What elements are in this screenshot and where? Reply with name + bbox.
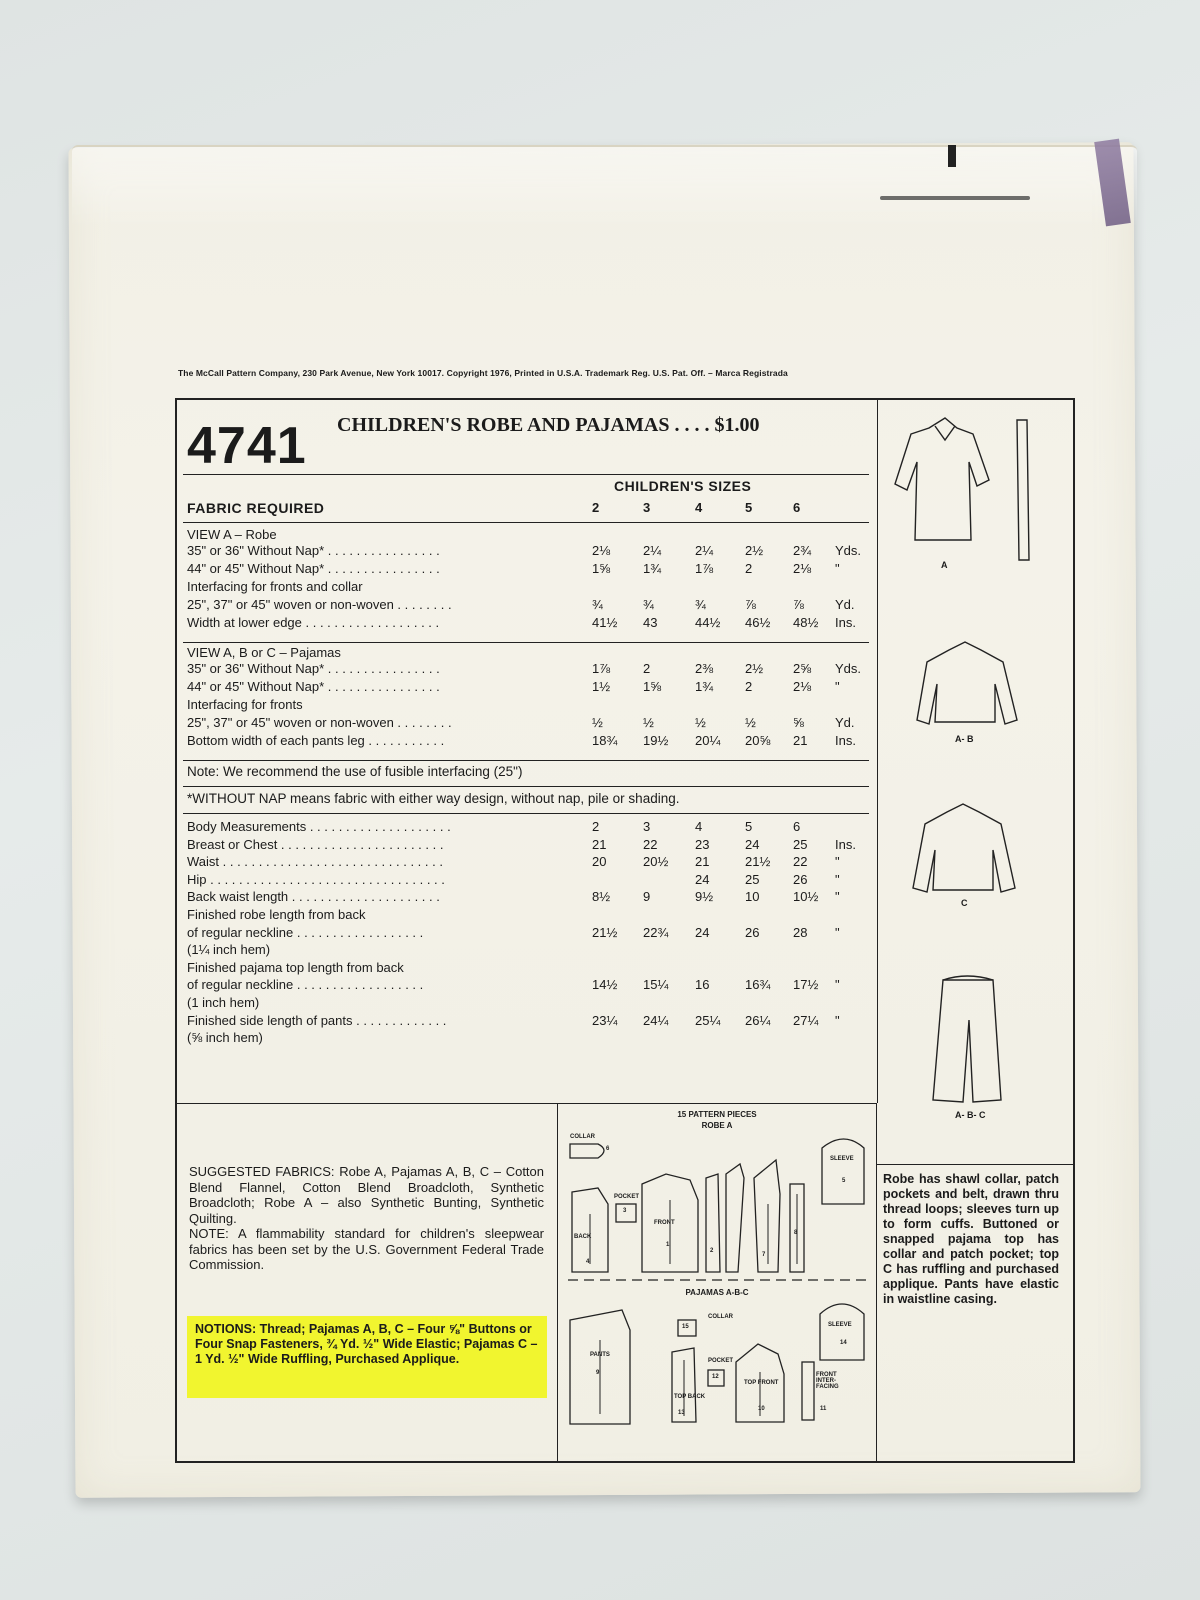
piece-number: 13	[678, 1410, 685, 1416]
sleeve-label: SLEEVE	[830, 1156, 854, 1162]
row-unit: Ins.	[835, 836, 856, 852]
row-value: 24¼	[643, 1012, 669, 1028]
row-value: 48½	[793, 615, 819, 630]
row-label: (1 inch hem)	[187, 995, 260, 1010]
row-value: 2⅛	[793, 561, 812, 576]
row-unit: "	[835, 924, 840, 940]
row-value: 25¼	[695, 1012, 721, 1028]
table-row	[187, 925, 872, 941]
row-unit: Yds.	[835, 543, 862, 558]
table-row	[187, 733, 872, 749]
view-label-abc: A- B- C	[955, 1110, 986, 1120]
row-value: 20½	[643, 854, 669, 870]
flammability-note: NOTE: A flammability standard for children's sleepwear fabrics has been set by the U.S. Government Federal Trade Commission.	[189, 1226, 544, 1272]
row-value: 2¼	[695, 543, 714, 558]
row-unit: Yd.	[835, 715, 855, 730]
table-row	[187, 960, 872, 976]
row-value: 24	[745, 836, 760, 852]
row-value: 26	[745, 924, 760, 940]
row-value: 10	[745, 889, 760, 905]
size-col: 5	[745, 500, 753, 515]
row-value: 41½	[592, 615, 618, 630]
row-value: 24	[695, 924, 710, 940]
table-row	[187, 854, 872, 870]
pocket-label: POCKET	[614, 1194, 640, 1200]
pattern-number: 4741	[187, 417, 307, 475]
size-col: 2	[592, 500, 600, 515]
collar-label: COLLAR	[570, 1134, 595, 1140]
table-row	[187, 1013, 872, 1029]
piece-number: 7	[762, 1252, 766, 1258]
size-col: 3	[643, 500, 651, 515]
fabric-suggestions	[177, 1103, 557, 1462]
pajamas-heading: PAJAMAS A-B-C	[685, 1288, 749, 1297]
row-value: 26¼	[745, 1012, 771, 1028]
shawl-collar	[935, 426, 955, 440]
row-value: 2	[745, 679, 753, 694]
pants-label: PANTS	[590, 1352, 610, 1358]
row-unit: Yds.	[835, 661, 862, 676]
row-value: 8½	[592, 889, 611, 905]
row-value: 16¾	[745, 977, 771, 993]
row-unit: Yd.	[835, 597, 855, 612]
pencil-mark	[880, 196, 1030, 200]
row-value: 19½	[643, 733, 669, 748]
view-label-a: A	[941, 560, 948, 570]
row-unit: "	[835, 977, 840, 993]
back-label: BACK	[574, 1234, 592, 1240]
row-value: 20⅝	[745, 733, 771, 748]
sleeve-piece-14	[820, 1304, 864, 1360]
row-value: 24	[695, 871, 710, 887]
row-label: Interfacing for fronts	[187, 697, 303, 712]
garment-illustrations-svg	[877, 400, 1073, 1160]
row-label: Finished robe length from back	[187, 907, 366, 922]
table-row	[187, 889, 872, 905]
pattern-title: CHILDREN'S ROBE AND PAJAMAS . . . . $1.00	[337, 414, 760, 436]
row-unit: "	[835, 871, 840, 887]
row-label: Waist . . . . . . . . . . . . . . . . . . . . . . . . . . . . . . .	[187, 854, 443, 870]
row-value: 1⅞	[695, 561, 714, 576]
suggested-fabrics	[189, 1164, 544, 1273]
row-value: 20	[592, 854, 607, 870]
row-unit: "	[835, 679, 840, 694]
fusible-note: Note: We recommend the use of fusible interfacing (25")	[187, 764, 523, 779]
table-row	[187, 977, 872, 993]
belt-illustration	[1017, 420, 1029, 560]
table-row	[187, 661, 872, 677]
row-value: 22¾	[643, 924, 669, 940]
view-abc-heading	[187, 645, 872, 661]
top-front-label: TOP FRONT	[744, 1380, 779, 1386]
view-label-ab: A- B	[955, 734, 974, 744]
row-value: 1⅝	[592, 561, 611, 576]
row-value: 23	[695, 836, 710, 852]
front-interfacing-piece-11	[802, 1362, 814, 1420]
row-label: 35" or 36" Without Nap* . . . . . . . . . . . . . . . .	[187, 543, 440, 558]
suggested-fabrics-text: SUGGESTED FABRICS: Robe A, Pajamas A, B, C – Cotton Blend Flannel, Cotton Blend Broadcloth, Synthetic Broadcloth; Robe A – also Synthetic Bunting, Synthetic Quilting.	[189, 1164, 544, 1226]
copyright-line: The McCall Pattern Company, 230 Park Avenue, New York 10017. Copyright 1976, Printed in U.S.A. Trademark Reg. U.S. Pat. Off. – Marca Registrada	[178, 368, 788, 378]
table-row	[187, 579, 872, 595]
row-label: Hip . . . . . . . . . . . . . . . . . . . . . . . . . . . . . . . . .	[187, 871, 445, 887]
divider	[183, 642, 869, 643]
divider	[183, 474, 869, 475]
collar-piece	[570, 1144, 604, 1158]
row-value: ½	[695, 715, 706, 730]
row-value: 27¼	[793, 1012, 819, 1028]
row-value: ¾	[695, 597, 706, 612]
row-value: 2½	[745, 661, 764, 676]
row-value: 46½	[745, 615, 771, 630]
envelope-flap	[72, 145, 1137, 227]
top-c-illustration	[913, 804, 1015, 892]
row-value: 2½	[745, 543, 764, 558]
view-illustrations	[877, 400, 1073, 1461]
sizes-heading: CHILDREN'S SIZES	[614, 478, 752, 494]
table-row	[187, 837, 872, 853]
row-value: 21	[793, 733, 808, 748]
row-label: Width at lower edge . . . . . . . . . . . . . . . . . . .	[187, 615, 440, 630]
facing-piece	[726, 1164, 744, 1272]
piece-number: 14	[840, 1340, 847, 1346]
table-row	[187, 543, 872, 559]
row-value: 14½	[592, 977, 618, 993]
piece-number: 4	[586, 1259, 590, 1265]
row-label: 44" or 45" Without Nap* . . . . . . . . . . . . . . . .	[187, 679, 440, 694]
row-label: 25", 37" or 45" woven or non-woven . . . . . . . .	[187, 715, 452, 730]
piece-number: 8	[794, 1230, 798, 1236]
table-row	[187, 561, 872, 577]
piece-number: 3	[623, 1208, 627, 1214]
table-row	[187, 615, 872, 631]
view-label-c: C	[961, 898, 968, 908]
fabric-chart	[177, 400, 878, 1103]
row-value: 26	[793, 871, 808, 887]
row-value: 18¾	[592, 733, 618, 748]
row-value: 21½	[745, 854, 771, 870]
row-value: 25	[793, 836, 808, 852]
notions-box: NOTIONS: Thread; Pajamas A, B, C – Four ⅝" Buttons or Four Snap Fasteners, ¾ Yd. ½" Wide Elastic; Pajamas C – 1 Yd. ½" Wide Ruffling, Purchased Applique.	[187, 1316, 547, 1398]
row-value: 17½	[793, 977, 819, 993]
row-value: ½	[643, 715, 654, 730]
row-value: 44½	[695, 615, 721, 630]
pattern-info-sheet	[175, 398, 1075, 1463]
row-value: 2¼	[643, 543, 662, 558]
divider	[183, 813, 869, 814]
pattern-pieces-heading: 15 PATTERN PIECES	[677, 1110, 757, 1119]
row-value: 1⅝	[643, 679, 662, 694]
row-value: 1½	[592, 679, 611, 694]
row-value: 10½	[793, 889, 819, 905]
row-label: 25", 37" or 45" woven or non-woven . . . . . . . .	[187, 597, 452, 612]
table-row	[187, 697, 872, 713]
sleeve-14-label: SLEEVE	[828, 1322, 852, 1328]
top-back-label: TOP BACK	[674, 1394, 706, 1400]
garment-description: Robe has shawl collar, patch pockets and belt, drawn thru thread loops; sleeves turn up to form cuffs. Buttoned or snapped pajama top has collar and patch pocket; top C has ruffling and purchased applique. Pants have elastic in waistline casing.	[883, 1172, 1059, 1306]
row-value: 2	[745, 561, 753, 576]
tag-mark	[948, 145, 956, 167]
piece-number: 6	[606, 1146, 610, 1152]
fabric-required-heading: FABRIC REQUIRED	[187, 500, 325, 516]
row-value: 15¼	[643, 977, 669, 993]
row-value: ½	[592, 715, 603, 730]
row-unit: "	[835, 854, 840, 870]
piece-number: 11	[820, 1406, 827, 1412]
row-label: Body Measurements . . . . . . . . . . . . . . . . . . . .	[187, 819, 451, 834]
row-label: Interfacing for fronts and collar	[187, 579, 363, 594]
front-label: FRONT	[654, 1220, 675, 1226]
row-value: 22	[643, 836, 658, 852]
table-row	[187, 995, 872, 1011]
view-a-title: VIEW A – Robe	[187, 527, 277, 542]
row-value: 2	[643, 661, 651, 676]
row-value: ⅞	[745, 597, 756, 612]
pattern-pieces-diagram	[557, 1103, 877, 1461]
row-label: Bottom width of each pants leg . . . . . . . . . . .	[187, 733, 445, 748]
row-value: ⅞	[793, 597, 804, 612]
row-label: Back waist length . . . . . . . . . . . . . . . . . . . . .	[187, 889, 440, 905]
row-unit: Ins.	[835, 615, 856, 630]
row-value: 2⅝	[793, 661, 812, 676]
row-label: Finished pajama top length from back	[187, 959, 404, 975]
row-value: 2¾	[793, 543, 812, 558]
row-value: 3	[643, 819, 651, 834]
row-unit: "	[835, 561, 840, 576]
piece-number: 1	[666, 1242, 670, 1248]
without-nap-note: *WITHOUT NAP means fabric with either way design, without nap, pile or shading.	[187, 791, 680, 806]
row-value: 6	[793, 819, 801, 834]
row-label: of regular neckline . . . . . . . . . . . . . . . . . .	[187, 924, 424, 940]
row-unit: Ins.	[835, 733, 856, 748]
row-value: 9½	[695, 889, 714, 905]
row-value: 1⅞	[592, 661, 611, 676]
row-value: 43	[643, 615, 658, 630]
size-col: 4	[695, 500, 703, 515]
robe-heading: ROBE A	[701, 1121, 733, 1130]
size-col: 6	[793, 500, 801, 515]
row-value: 21	[695, 854, 710, 870]
table-row	[187, 819, 872, 835]
row-value: 9	[643, 889, 651, 905]
piece-number: 9	[596, 1370, 600, 1376]
row-label: 35" or 36" Without Nap* . . . . . . . . . . . . . . . .	[187, 661, 440, 676]
table-row	[187, 907, 872, 923]
row-value: 2⅛	[793, 679, 812, 694]
pocket-12-label: POCKET	[708, 1358, 734, 1364]
fabric-header-row	[187, 500, 872, 516]
piece-number: 10	[758, 1406, 765, 1412]
row-value: 2⅜	[695, 661, 714, 676]
front-interfacing-piece	[706, 1174, 720, 1272]
sleeve-piece	[822, 1139, 864, 1204]
divider	[877, 1164, 1073, 1166]
row-value: 22	[793, 854, 808, 870]
row-value: 2	[592, 819, 600, 834]
front-inter-facing-label: FRONT INTER-FACING	[816, 1372, 839, 1390]
row-value: ⅝	[793, 715, 804, 730]
row-label: Finished side length of pants . . . . . . . . . . . . .	[187, 1012, 447, 1028]
piece-number: 2	[710, 1248, 714, 1254]
collar-15-label: COLLAR	[708, 1314, 733, 1320]
row-value: 21½	[592, 924, 618, 940]
view-a-heading	[187, 527, 872, 543]
pattern-pieces-svg	[558, 1104, 876, 1458]
table-row	[187, 1030, 872, 1046]
row-value: 1¾	[643, 561, 662, 576]
row-value: 21	[592, 836, 607, 852]
row-value: ¾	[643, 597, 654, 612]
row-value: 5	[745, 819, 753, 834]
row-value: 16	[695, 977, 710, 993]
pants-illustration	[933, 980, 1001, 1102]
top-ab-illustration	[917, 642, 1017, 724]
divider	[183, 760, 869, 761]
table-row	[187, 872, 872, 888]
robe-piece-7	[754, 1160, 780, 1272]
divider	[183, 522, 869, 523]
row-unit: "	[835, 889, 840, 905]
row-value: 23¼	[592, 1012, 618, 1028]
row-value: ½	[745, 715, 756, 730]
row-value: 4	[695, 819, 703, 834]
divider	[183, 786, 869, 787]
piece-number: 5	[842, 1178, 846, 1184]
row-label: (1¼ inch hem)	[187, 942, 271, 958]
row-value: 28	[793, 924, 808, 940]
row-label: of regular neckline . . . . . . . . . . . . . . . . . .	[187, 977, 424, 993]
row-value: 25	[745, 871, 760, 887]
row-value: 20¼	[695, 733, 721, 748]
row-label: Breast or Chest . . . . . . . . . . . . . . . . . . . . . . .	[187, 836, 444, 852]
row-value: 2⅛	[592, 543, 611, 558]
row-label: (⅝ inch hem)	[187, 1030, 263, 1046]
table-row	[187, 597, 872, 613]
table-row	[187, 942, 872, 958]
row-value: 1¾	[695, 679, 714, 694]
table-row	[187, 715, 872, 731]
row-value: ¾	[592, 597, 603, 612]
view-abc-title: VIEW A, B or C – Pajamas	[187, 645, 341, 660]
piece-number: 15	[682, 1324, 689, 1330]
piece-number: 12	[712, 1374, 719, 1380]
row-unit: "	[835, 1012, 840, 1028]
row-label: 44" or 45" Without Nap* . . . . . . . . . . . . . . . .	[187, 561, 440, 576]
table-row	[187, 679, 872, 695]
